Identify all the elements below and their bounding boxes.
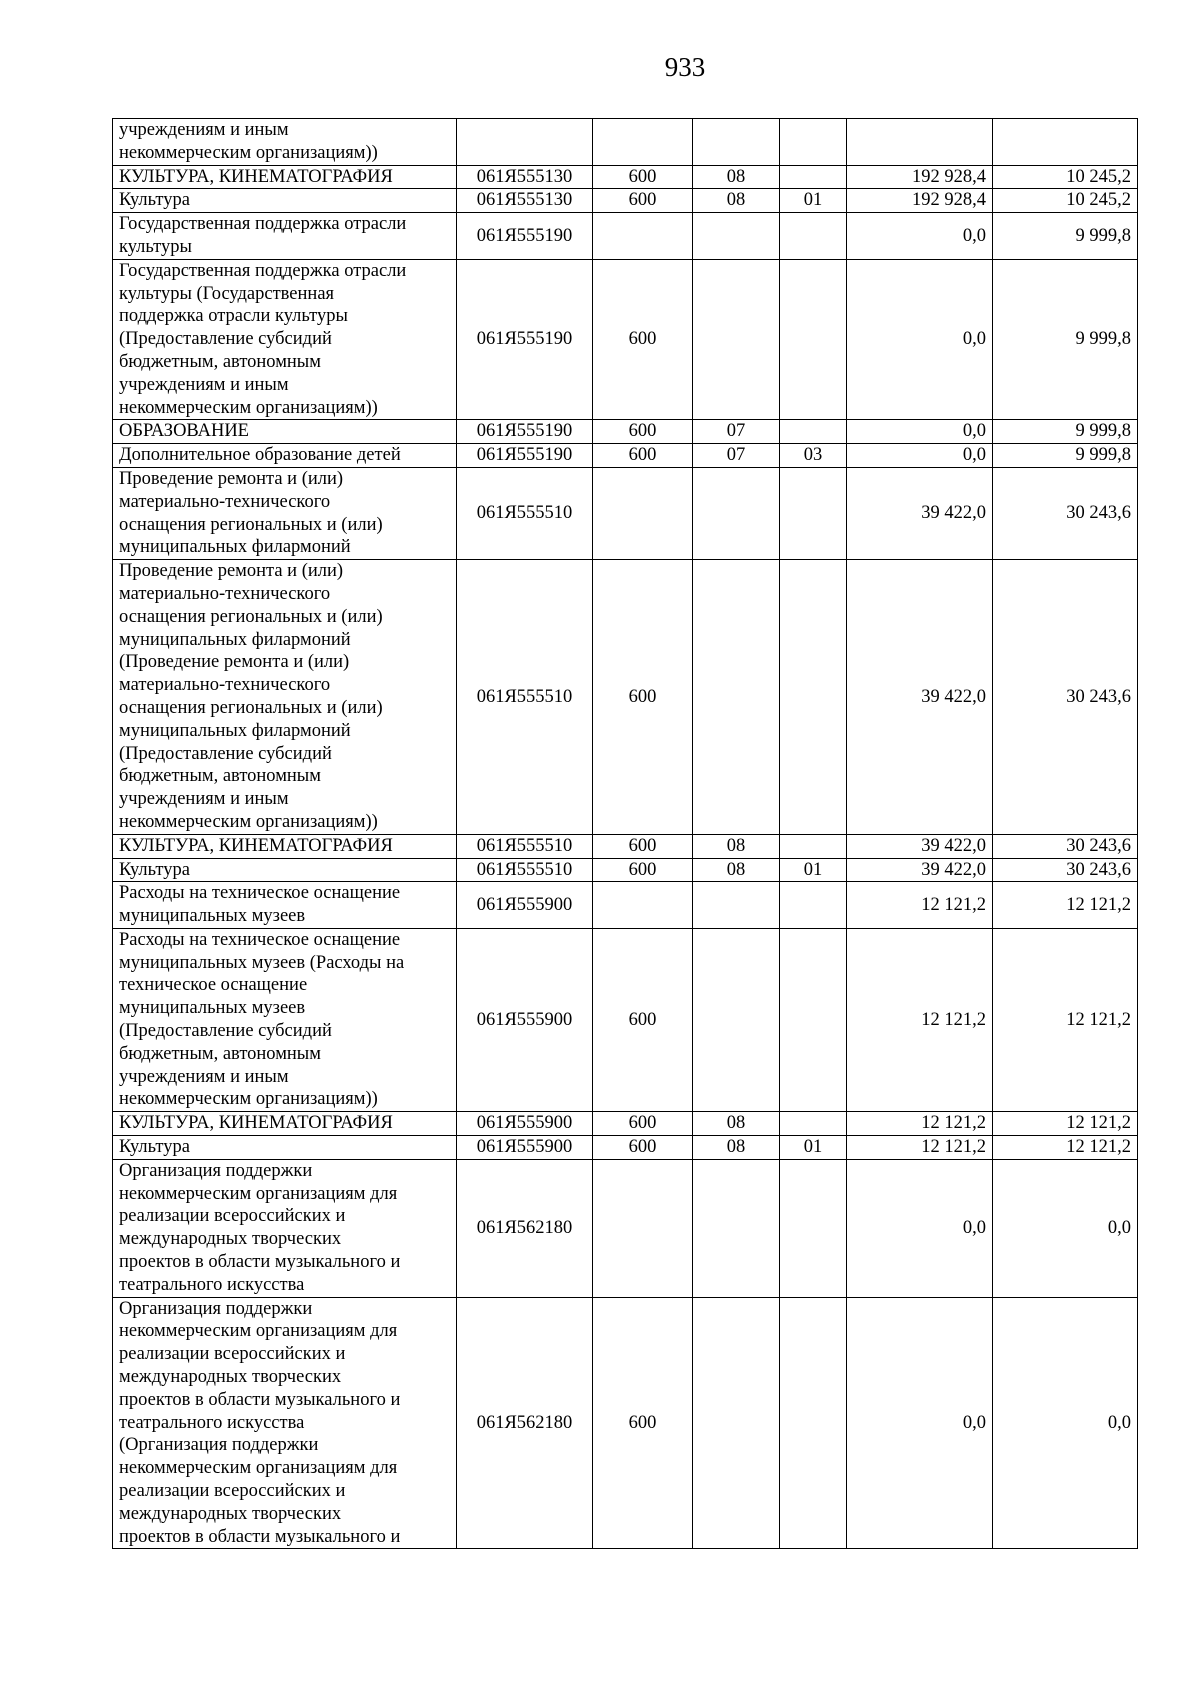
cell-subsection	[780, 834, 847, 858]
cell-name-line: муниципальных филармоний	[119, 537, 351, 558]
cell-target-article: 061Я555510	[457, 560, 593, 835]
table-row	[113, 1112, 1138, 1136]
cell-target-article: 061Я555190	[457, 444, 593, 468]
cell-name-line: Проведение ремонта и (или)	[119, 561, 344, 582]
cell-name	[113, 1112, 457, 1136]
cell-name	[113, 858, 457, 882]
cell-subsection	[780, 560, 847, 835]
cell-section: 08	[693, 1112, 780, 1136]
cell-target-article: 061Я562180	[457, 1297, 593, 1549]
cell-name-line: муниципальных музеев (Расходы на	[119, 952, 405, 973]
cell-amount-1: 0,0	[847, 1297, 993, 1549]
cell-name-line: (Предоставление субсидий	[119, 329, 332, 350]
cell-amount-1: 12 121,2	[847, 928, 993, 1111]
cell-name-line: культуры (Государственная	[119, 283, 335, 304]
cell-name-line: международных творческих	[119, 1367, 342, 1388]
cell-amount-1: 0,0	[847, 1159, 993, 1297]
cell-name-line: Проведение ремонта и (или)	[119, 468, 344, 489]
cell-name-line: некоммерческим организациям для	[119, 1183, 398, 1204]
cell-amount-1: 12 121,2	[847, 882, 993, 929]
cell-name-line: международных творческих	[119, 1229, 342, 1250]
cell-target-article: 061Я555190	[457, 420, 593, 444]
cell-name	[113, 928, 457, 1111]
cell-subsection	[780, 882, 847, 929]
cell-expense-type	[593, 467, 693, 559]
cell-amount-2: 10 245,2	[993, 165, 1138, 189]
cell-amount-1: 39 422,0	[847, 858, 993, 882]
cell-section	[693, 259, 780, 420]
cell-name-line: Культура	[119, 190, 190, 211]
cell-expense-type: 600	[593, 259, 693, 420]
cell-amount-1: 192 928,4	[847, 165, 993, 189]
cell-name	[113, 259, 457, 420]
cell-target-article: 061Я555510	[457, 467, 593, 559]
table-row	[113, 259, 1138, 420]
cell-amount-2: 12 121,2	[993, 928, 1138, 1111]
cell-expense-type: 600	[593, 560, 693, 835]
cell-section	[693, 467, 780, 559]
cell-amount-2: 9 999,8	[993, 444, 1138, 468]
cell-target-article: 061Я555510	[457, 858, 593, 882]
cell-amount-1: 0,0	[847, 259, 993, 420]
cell-name-line: Дополнительное образование детей	[119, 445, 401, 466]
cell-subsection	[780, 420, 847, 444]
cell-name-line: учреждениям и иным	[119, 789, 289, 810]
cell-name	[113, 213, 457, 260]
cell-name-line: ОБРАЗОВАНИЕ	[119, 421, 249, 442]
cell-target-article: 061Я555130	[457, 189, 593, 213]
table-row	[113, 1159, 1138, 1297]
table-row	[113, 420, 1138, 444]
cell-target-article: 061Я555130	[457, 165, 593, 189]
page-number: 933	[664, 52, 706, 82]
cell-amount-1: 12 121,2	[847, 1112, 993, 1136]
cell-expense-type	[593, 119, 693, 166]
cell-expense-type: 600	[593, 165, 693, 189]
table-row	[113, 882, 1138, 929]
cell-name-line: Расходы на техническое оснащение	[119, 883, 401, 904]
cell-section	[693, 119, 780, 166]
cell-name-line: муниципальных музеев	[119, 998, 306, 1019]
cell-subsection: 01	[780, 1136, 847, 1160]
cell-amount-1	[847, 119, 993, 166]
cell-target-article: 061Я555900	[457, 882, 593, 929]
cell-name-line: Организация поддержки	[119, 1160, 313, 1181]
cell-target-article: 061Я555900	[457, 1136, 593, 1160]
cell-section	[693, 928, 780, 1111]
cell-target-article: 061Я562180	[457, 1159, 593, 1297]
cell-name	[113, 834, 457, 858]
cell-name-line: муниципальных филармоний	[119, 629, 351, 650]
cell-name-line: некоммерческим организациям))	[119, 811, 378, 832]
cell-section	[693, 1297, 780, 1549]
cell-name-line: поддержка отрасли культуры	[119, 306, 348, 327]
cell-name-line: муниципальных музеев	[119, 906, 306, 927]
cell-name	[113, 165, 457, 189]
cell-subsection	[780, 119, 847, 166]
table-row	[113, 213, 1138, 260]
cell-name-line: техническое оснащение	[119, 975, 308, 996]
cell-name-line: Культура	[119, 1137, 190, 1158]
cell-name-line: КУЛЬТУРА, КИНЕМАТОГРАФИЯ	[119, 166, 393, 187]
cell-name-line: проектов в области музыкального и	[119, 1252, 401, 1273]
cell-name-line: некоммерческим организациям))	[119, 1089, 378, 1110]
cell-amount-2: 30 243,6	[993, 834, 1138, 858]
cell-amount-2: 9 999,8	[993, 259, 1138, 420]
cell-amount-1: 39 422,0	[847, 834, 993, 858]
cell-name	[113, 1297, 457, 1549]
table-row	[113, 1136, 1138, 1160]
table-row	[113, 1297, 1138, 1549]
table-row	[113, 189, 1138, 213]
cell-name	[113, 420, 457, 444]
cell-name-line: учреждениям и иным	[119, 374, 289, 395]
cell-name-line: (Предоставление субсидий	[119, 1021, 332, 1042]
cell-name-line: реализации всероссийских и	[119, 1344, 346, 1365]
cell-name-line: бюджетным, автономным	[119, 766, 321, 787]
cell-subsection	[780, 165, 847, 189]
cell-name-line: проектов в области музыкального и	[119, 1526, 401, 1547]
cell-name-line: оснащения региональных и (или)	[119, 697, 383, 718]
budget-table	[112, 118, 1138, 1549]
table-body	[113, 119, 1138, 1549]
cell-amount-2: 10 245,2	[993, 189, 1138, 213]
table-row	[113, 119, 1138, 166]
table-row	[113, 467, 1138, 559]
cell-subsection	[780, 1297, 847, 1549]
cell-target-article: 061Я555900	[457, 1112, 593, 1136]
table-row	[113, 928, 1138, 1111]
cell-subsection: 03	[780, 444, 847, 468]
cell-name-line: Организация поддержки	[119, 1298, 313, 1319]
cell-target-article: 061Я555900	[457, 928, 593, 1111]
cell-name	[113, 1136, 457, 1160]
cell-name-line: Культура	[119, 859, 190, 880]
cell-section: 07	[693, 444, 780, 468]
cell-name-line: учреждениям и иным	[119, 1066, 289, 1087]
cell-target-article: 061Я555510	[457, 834, 593, 858]
cell-name-line: реализации всероссийских и	[119, 1206, 346, 1227]
cell-name-line: КУЛЬТУРА, КИНЕМАТОГРАФИЯ	[119, 835, 393, 856]
cell-target-article	[457, 119, 593, 166]
cell-name	[113, 189, 457, 213]
cell-amount-1: 0,0	[847, 420, 993, 444]
cell-name-line: проектов в области музыкального и	[119, 1389, 401, 1410]
cell-amount-1: 0,0	[847, 444, 993, 468]
cell-name-line: учреждениям и иным	[119, 120, 289, 140]
cell-name	[113, 1159, 457, 1297]
cell-expense-type: 600	[593, 444, 693, 468]
cell-amount-2: 30 243,6	[993, 560, 1138, 835]
cell-subsection	[780, 467, 847, 559]
cell-subsection	[780, 259, 847, 420]
cell-section: 07	[693, 420, 780, 444]
cell-expense-type: 600	[593, 1112, 693, 1136]
cell-expense-type: 600	[593, 834, 693, 858]
cell-section	[693, 1159, 780, 1297]
cell-expense-type	[593, 882, 693, 929]
cell-name-line: оснащения региональных и (или)	[119, 606, 383, 627]
cell-amount-2: 12 121,2	[993, 1112, 1138, 1136]
cell-amount-2: 9 999,8	[993, 213, 1138, 260]
cell-subsection	[780, 928, 847, 1111]
cell-section: 08	[693, 165, 780, 189]
cell-subsection: 01	[780, 189, 847, 213]
cell-section	[693, 882, 780, 929]
cell-subsection	[780, 1112, 847, 1136]
cell-amount-2: 30 243,6	[993, 467, 1138, 559]
cell-subsection	[780, 1159, 847, 1297]
cell-expense-type: 600	[593, 928, 693, 1111]
cell-amount-2: 12 121,2	[993, 1136, 1138, 1160]
table-row	[113, 560, 1138, 835]
cell-amount-2: 0,0	[993, 1297, 1138, 1549]
cell-amount-1: 12 121,2	[847, 1136, 993, 1160]
cell-section: 08	[693, 189, 780, 213]
cell-name	[113, 119, 457, 166]
cell-name	[113, 444, 457, 468]
cell-name-line: культуры	[119, 236, 192, 257]
cell-subsection: 01	[780, 858, 847, 882]
cell-target-article: 061Я555190	[457, 213, 593, 260]
cell-name-line: международных творческих	[119, 1503, 342, 1524]
cell-name-line: театрального искусства	[119, 1274, 305, 1295]
cell-section	[693, 213, 780, 260]
cell-name	[113, 882, 457, 929]
cell-amount-1: 192 928,4	[847, 189, 993, 213]
cell-amount-1: 39 422,0	[847, 560, 993, 835]
cell-name-line: (Организация поддержки	[119, 1435, 319, 1456]
cell-amount-2	[993, 119, 1138, 166]
cell-expense-type: 600	[593, 1297, 693, 1549]
cell-name-line: бюджетным, автономным	[119, 351, 321, 372]
cell-expense-type: 600	[593, 189, 693, 213]
table-row	[113, 444, 1138, 468]
cell-amount-2: 0,0	[993, 1159, 1138, 1297]
cell-name-line: (Предоставление субсидий	[119, 743, 332, 764]
cell-section: 08	[693, 858, 780, 882]
cell-name-line: Государственная поддержка отрасли	[119, 260, 407, 281]
cell-name-line: (Проведение ремонта и (или)	[119, 652, 350, 673]
cell-name-line: Государственная поддержка отрасли	[119, 214, 407, 235]
cell-name-line: бюджетным, автономным	[119, 1043, 321, 1064]
cell-amount-1: 39 422,0	[847, 467, 993, 559]
cell-name-line: некоммерческим организациям))	[119, 142, 378, 163]
cell-name-line: оснащения региональных и (или)	[119, 514, 383, 535]
cell-expense-type: 600	[593, 1136, 693, 1160]
cell-amount-1: 0,0	[847, 213, 993, 260]
cell-name-line: некоммерческим организациям))	[119, 397, 378, 418]
cell-section: 08	[693, 834, 780, 858]
cell-target-article: 061Я555190	[457, 259, 593, 420]
cell-expense-type: 600	[593, 420, 693, 444]
table-row	[113, 858, 1138, 882]
cell-name-line: КУЛЬТУРА, КИНЕМАТОГРАФИЯ	[119, 1113, 393, 1134]
cell-name-line: некоммерческим организациям для	[119, 1321, 398, 1342]
cell-name-line: материально-технического	[119, 491, 331, 512]
cell-name-line: театрального искусства	[119, 1412, 305, 1433]
cell-expense-type	[593, 1159, 693, 1297]
cell-name-line: реализации всероссийских и	[119, 1481, 346, 1502]
cell-name-line: Расходы на техническое оснащение	[119, 929, 401, 950]
cell-expense-type: 600	[593, 858, 693, 882]
cell-name-line: материально-технического	[119, 675, 331, 696]
cell-name-line: муниципальных филармоний	[119, 720, 351, 741]
cell-name	[113, 560, 457, 835]
table-row	[113, 834, 1138, 858]
cell-amount-2: 9 999,8	[993, 420, 1138, 444]
table-row	[113, 165, 1138, 189]
cell-section	[693, 560, 780, 835]
cell-amount-2: 12 121,2	[993, 882, 1138, 929]
cell-name-line: материально-технического	[119, 583, 331, 604]
cell-expense-type	[593, 213, 693, 260]
cell-name-line: некоммерческим организациям для	[119, 1458, 398, 1479]
cell-amount-2: 30 243,6	[993, 858, 1138, 882]
cell-subsection	[780, 213, 847, 260]
cell-name	[113, 467, 457, 559]
cell-section: 08	[693, 1136, 780, 1160]
